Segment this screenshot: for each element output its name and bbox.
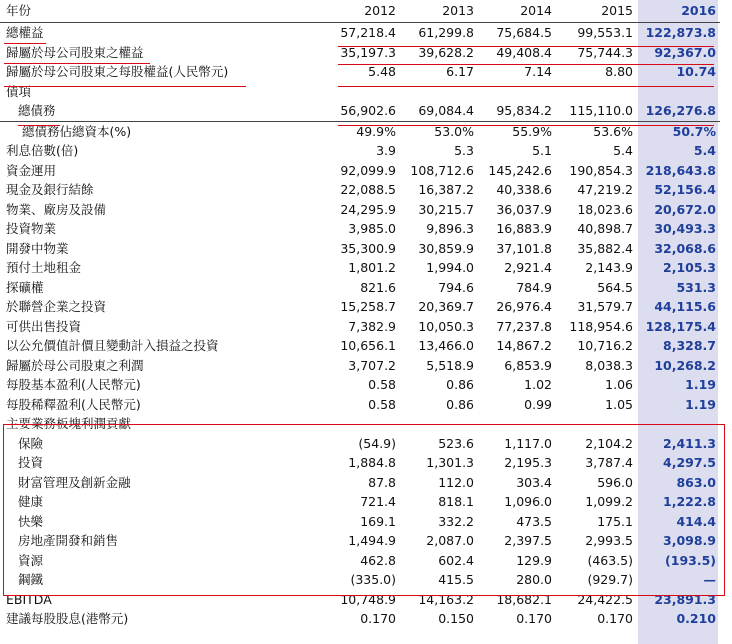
row-label: 歸屬於母公司股東之每股權益(人民幣元) (6, 64, 229, 79)
header-row (0, 0, 720, 23)
row-label: 保險 (18, 435, 44, 451)
table-row (0, 609, 720, 629)
cell-2013: 794.6 (438, 279, 474, 295)
cell-2014: 280.0 (516, 572, 552, 587)
cell-2014: 40,338.6 (496, 182, 552, 197)
cell-2015: 3,787.4 (585, 455, 633, 470)
table-row (0, 101, 720, 121)
cell-2014: 1,096.0 (504, 494, 552, 509)
cell-2016: 863.0 (676, 474, 716, 490)
table-row (0, 278, 720, 298)
cell-2016: 52,156.4 (654, 182, 716, 197)
cell-2013 (400, 82, 480, 102)
table-row (0, 356, 720, 376)
cell-2012: 7,382.9 (348, 318, 396, 334)
cell-2015: 10,716.2 (577, 338, 633, 353)
cell-2016: 3,098.9 (663, 533, 716, 548)
cell-2012: 1,494.9 (348, 533, 396, 548)
cell-2012: (54.9) (358, 435, 396, 451)
cell-2015: 5.4 (613, 143, 633, 158)
cell-2013: 602.4 (438, 552, 474, 568)
row-label: 主要業務板塊利潤貢獻 (6, 416, 132, 431)
cell-2015: 35,882.4 (577, 240, 633, 256)
red-box-segment-profit (3, 424, 725, 596)
cell-2012: 0.58 (368, 377, 396, 392)
cell-2013: 61,299.8 (418, 25, 474, 40)
row-label: 開發中物業 (6, 240, 69, 256)
cell-2015: 2,104.2 (585, 435, 633, 451)
row-label: 健康 (18, 494, 44, 509)
cell-2013: 112.0 (438, 474, 474, 490)
table-row (0, 82, 720, 102)
cell-2015: 47,219.2 (577, 182, 633, 197)
row-label: 投資物業 (6, 221, 57, 236)
cell-2015: (463.5) (587, 552, 633, 568)
cell-2013: 818.1 (438, 494, 474, 509)
cell-2016: 0.210 (676, 611, 716, 626)
table-row (0, 180, 720, 200)
red-underline-equity-per-share-values (338, 86, 714, 87)
cell-2012: 10,656.1 (340, 338, 396, 353)
cell-2014: 16,883.9 (496, 221, 552, 236)
cell-2012: 3,985.0 (348, 221, 396, 236)
cell-2016: 4,297.5 (663, 455, 716, 470)
cell-2013: 30,215.7 (418, 201, 474, 217)
red-underline-parent-equity-values (338, 64, 714, 65)
cell-2015: 31,579.7 (577, 299, 633, 314)
cell-2014: 77,237.8 (496, 318, 552, 334)
cell-2013: 5.3 (454, 143, 474, 158)
cell-2015: (929.7) (587, 572, 633, 587)
row-label: 以公允價值計價且變動計入損益之投資 (6, 338, 219, 353)
row-label: 總權益 (6, 25, 44, 40)
cell-2014: 14,867.2 (496, 338, 552, 353)
cell-2016: 128,175.4 (645, 318, 716, 334)
table-row (0, 161, 720, 181)
row-label: 預付土地租金 (6, 260, 82, 275)
cell-2013: 69,084.4 (400, 101, 480, 121)
row-label: 鋼鐵 (18, 572, 44, 587)
cell-2012: 57,218.4 (340, 25, 396, 40)
cell-2015: 40,898.7 (577, 221, 633, 236)
cell-2015: 8,038.3 (585, 357, 633, 373)
cell-2013: 2,087.0 (426, 533, 474, 548)
cell-2014: 784.9 (516, 279, 552, 295)
cell-2016: 10,268.2 (654, 357, 716, 373)
cell-2013: 0.86 (446, 396, 474, 412)
cell-2016: — (703, 572, 716, 587)
row-label: 資源 (18, 552, 44, 568)
cell-2012: 0.170 (360, 611, 396, 626)
table-row (0, 200, 720, 220)
cell-2016: 5.4 (693, 143, 716, 158)
table-row (0, 375, 720, 395)
row-label: 於聯營企業之投資 (6, 299, 107, 314)
header-year-2013: 2013 (400, 0, 480, 23)
cell-2014: 0.99 (524, 396, 552, 412)
cell-2013: 14,163.2 (418, 591, 474, 607)
cell-2015: 24,422.5 (577, 591, 633, 607)
cell-2015: 53.6% (593, 123, 633, 139)
cell-2012: 35,300.9 (340, 240, 396, 256)
cell-2013: 9,896.3 (426, 221, 474, 236)
cell-2015 (559, 82, 639, 102)
cell-2016: 1.19 (685, 377, 716, 392)
cell-2012: 1,801.2 (348, 260, 396, 275)
table-row (0, 141, 720, 161)
cell-2015: 564.5 (597, 279, 633, 295)
cell-2014: 1,117.0 (504, 435, 552, 451)
cell-2016: 10.74 (676, 64, 716, 79)
cell-2016: 1.19 (685, 396, 716, 412)
cell-2013: 13,466.0 (418, 338, 474, 353)
cell-2016: 218,643.8 (645, 162, 716, 178)
table-row (0, 336, 720, 356)
cell-2014: 303.4 (516, 474, 552, 490)
red-underline-total-equity-values (338, 46, 714, 47)
cell-2012: 15,258.7 (340, 299, 396, 314)
cell-2014: 6,853.9 (504, 357, 552, 373)
cell-2013: 415.5 (438, 572, 474, 587)
cell-2012: 462.8 (360, 552, 396, 568)
cell-2012: 22,088.5 (340, 182, 396, 197)
cell-2014: 473.5 (516, 513, 552, 529)
cell-2012: 56,902.6 (295, 101, 400, 121)
row-label: 總債務佔總資本(%) (22, 123, 132, 139)
cell-2012: 721.4 (360, 494, 396, 509)
cell-2014 (480, 82, 559, 102)
cell-2015: 1,099.2 (585, 494, 633, 509)
header-year-label: 年份 (0, 0, 295, 23)
cell-2014: 2,397.5 (504, 533, 552, 548)
cell-2015: 99,553.1 (577, 25, 633, 40)
row-label: 總債務 (0, 101, 295, 121)
cell-2015: 2,143.9 (585, 260, 633, 275)
cell-2014: 18,682.1 (496, 591, 552, 607)
cell-2014: 129.9 (516, 552, 552, 568)
cell-2013: 5,518.9 (426, 357, 474, 373)
cell-2012: (335.0) (350, 572, 396, 587)
cell-2014: 7.14 (524, 64, 552, 79)
cell-2016: 8,328.7 (663, 338, 716, 353)
row-label: 物業、廠房及設備 (6, 201, 107, 217)
table-row (0, 395, 720, 415)
cell-2013: 10,050.3 (418, 318, 474, 334)
cell-2014: 55.9% (512, 123, 552, 139)
cell-2012: 49.9% (356, 123, 396, 139)
cell-2016: 2,105.3 (663, 260, 716, 275)
cell-2012: 24,295.9 (340, 201, 396, 217)
cell-2016: 32,068.6 (654, 240, 716, 256)
cell-2016: 20,672.0 (654, 201, 716, 217)
cell-2016: 122,873.8 (645, 25, 716, 40)
cell-2014: 36,037.9 (496, 201, 552, 217)
cell-2012: 169.1 (360, 513, 396, 529)
cell-2012: 1,884.8 (348, 455, 396, 470)
cell-2016: 1,222.8 (663, 494, 716, 509)
header-year-2012: 2012 (295, 0, 400, 23)
cell-2012: 3.9 (376, 143, 396, 158)
row-label: 利息倍數(倍) (6, 143, 79, 158)
row-label: EBITDA (6, 591, 52, 607)
row-label: 財富管理及創新金融 (18, 474, 131, 490)
row-label: 資金運用 (6, 162, 57, 178)
row-label: 債項 (6, 83, 32, 99)
cell-2013: 6.17 (446, 64, 474, 79)
cell-2013: 0.86 (446, 377, 474, 392)
cell-2015: 1.06 (605, 377, 633, 392)
red-underline-parent-equity (4, 63, 150, 64)
cell-2015: 75,744.3 (577, 44, 633, 60)
cell-2013: 39,628.2 (418, 44, 474, 60)
row-label: 建議每股股息(港幣元) (6, 611, 129, 626)
row-label: 投資 (18, 455, 44, 470)
cell-2012: 35,197.3 (340, 44, 396, 60)
red-underline-total-equity (4, 43, 46, 44)
cell-2016: 126,276.8 (639, 101, 720, 121)
cell-2014: 26,976.4 (496, 299, 552, 314)
red-underline-total-debt-values (338, 125, 714, 126)
table-row (0, 23, 720, 43)
cell-2014: 1.02 (524, 377, 552, 392)
cell-2016: 23,891.3 (654, 591, 716, 607)
cell-2015: 8.80 (605, 64, 633, 79)
red-underline-equity-per-share (4, 86, 246, 87)
cell-2015: 175.1 (597, 513, 633, 529)
row-label: 可供出售投資 (6, 318, 82, 334)
cell-2012: 87.8 (368, 474, 396, 490)
cell-2014: 49,408.4 (496, 44, 552, 60)
cell-2013: 108,712.6 (410, 162, 474, 178)
cell-2015: 596.0 (597, 474, 633, 490)
cell-2015: 190,854.3 (569, 162, 633, 178)
cell-2014: 5.1 (532, 143, 552, 158)
header-year-2015: 2015 (559, 0, 639, 23)
cell-2016: 30,493.3 (654, 221, 716, 236)
row-label: 歸屬於母公司股東之權益 (6, 44, 144, 60)
cell-2015: 115,110.0 (559, 101, 639, 121)
cell-2013: 30,859.9 (418, 240, 474, 256)
cell-2016: 414.4 (676, 513, 716, 529)
cell-2015: 118,954.6 (569, 318, 633, 334)
cell-2012: 821.6 (360, 279, 396, 295)
cell-2016: 92,367.0 (654, 44, 716, 60)
header-year-2016: 2016 (639, 0, 720, 23)
table-row (0, 239, 720, 259)
cell-2013: 53.0% (434, 123, 474, 139)
cell-2014: 37,101.8 (496, 240, 552, 256)
cell-2013: 16,387.2 (418, 182, 474, 197)
cell-2013: 20,369.7 (418, 299, 474, 314)
cell-2014: 0.170 (516, 611, 552, 626)
cell-2014: 95,834.2 (480, 101, 559, 121)
row-label: 快樂 (18, 513, 44, 529)
cell-2012: 92,099.9 (340, 162, 396, 178)
cell-2016: 44,115.6 (654, 299, 716, 314)
row-label: 歸屬於母公司股東之利潤 (6, 357, 144, 373)
table-row (0, 317, 720, 337)
row-label: 探礦權 (6, 279, 44, 295)
row-label: 現金及銀行結餘 (6, 182, 94, 197)
cell-2013: 1,301.3 (426, 455, 474, 470)
cell-2015: 2,993.5 (585, 533, 633, 548)
cell-2015: 18,023.6 (577, 201, 633, 217)
cell-2015: 0.170 (597, 611, 633, 626)
row-label: 每股稀釋盈利(人民幣元) (6, 396, 141, 412)
cell-2014: 2,195.3 (504, 455, 552, 470)
red-underline-total-debt (18, 125, 60, 126)
table-row (0, 121, 720, 141)
row-label: 每股基本盈利(人民幣元) (6, 377, 141, 392)
row-label: 房地產開發和銷售 (18, 533, 119, 548)
cell-2012 (295, 82, 400, 102)
cell-2016: 2,411.3 (663, 435, 716, 451)
cell-2016: 531.3 (676, 279, 716, 295)
cell-2015: 1.05 (605, 396, 633, 412)
header-year-2014: 2014 (480, 0, 559, 23)
table-row (0, 258, 720, 278)
cell-2014: 75,684.5 (496, 25, 552, 40)
cell-2014: 2,921.4 (504, 260, 552, 275)
cell-2013: 1,994.0 (426, 260, 474, 275)
table-row (0, 219, 720, 239)
cell-2013: 0.150 (438, 611, 474, 626)
cell-2012: 3,707.2 (348, 357, 396, 373)
cell-2014: 145,242.6 (488, 162, 552, 178)
cell-2016: (193.5) (665, 552, 716, 568)
cell-2013: 332.2 (438, 513, 474, 529)
cell-2012: 0.58 (368, 396, 396, 412)
cell-2012: 5.48 (368, 64, 396, 79)
cell-2013: 523.6 (438, 435, 474, 451)
cell-2016 (639, 82, 720, 102)
cell-2016: 50.7% (672, 123, 716, 139)
cell-2012: 10,748.9 (340, 591, 396, 607)
table-row (0, 297, 720, 317)
